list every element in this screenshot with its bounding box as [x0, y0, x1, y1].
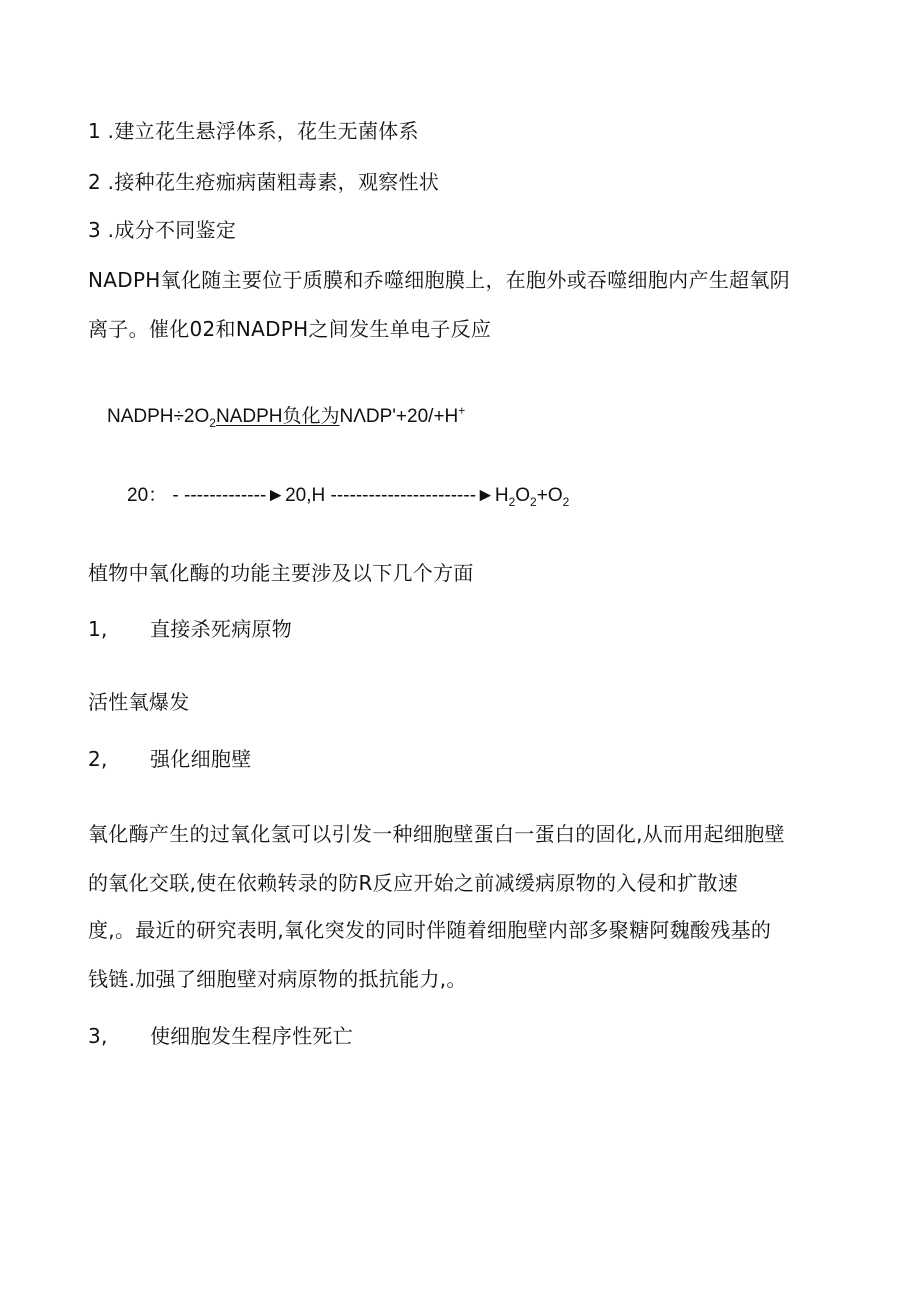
equation-2-o: O: [515, 485, 531, 506]
burst-label: 活性氧爆发: [88, 690, 190, 714]
equation-1-subscript: 2: [209, 415, 216, 430]
function-item-3-number: 3,: [88, 1024, 108, 1048]
function-item-2-text: 强化细胞壁: [150, 747, 252, 771]
function-item-1-number: 1,: [88, 617, 108, 641]
equation-1-product: NΛDP'+20/+H: [339, 406, 459, 427]
equation-1: [107, 405, 465, 429]
intro-line-1: NADPH氧化随主要位于质膜和乔噬细胞膜上，在胞外或吞噬细胞内产生超氧阴: [88, 268, 790, 292]
para-line-1: 氧化酶产生的过氧化氢可以引发一种细胞壁蛋白一蛋白的固化,从而用起细胞壁: [88, 822, 785, 846]
function-item-1-text: 直接杀死病原物: [150, 617, 293, 641]
functions-heading: 植物中氧化酶的功能主要涉及以下几个方面: [88, 561, 474, 585]
equation-1-reactant: NADPH÷2O: [107, 406, 210, 427]
step-3: 3 .成分不同鉴定: [88, 218, 237, 242]
equation-2-arrow-2: -----------------------►: [325, 485, 495, 506]
para-line-2: 的氧化交联,使在依赖转录的防R反应开始之前减缓病原物的入侵和扩散速: [88, 871, 739, 895]
step-1: 1 .建立花生悬浮体系，花生无菌体系: [88, 119, 419, 143]
equation-2-h-sub: 2: [508, 494, 516, 509]
equation-2-start: 20：: [127, 485, 168, 506]
equation-1-condition: NADPH负化为: [215, 406, 340, 427]
function-item-2-number: 2,: [88, 747, 108, 771]
equation-2: [127, 484, 569, 508]
equation-1-superscript: +: [458, 403, 466, 418]
step-2: 2 .接种花生疮痂病菌粗毒素，观察性状: [88, 170, 440, 194]
intro-line-2: 离子。催化02和NADPH之间发生单电子反应: [88, 317, 492, 341]
equation-2-plus-o-sub: 2: [562, 494, 570, 509]
equation-2-o-sub: 2: [530, 494, 537, 509]
equation-2-h: H: [494, 485, 509, 506]
equation-2-arrow-1: - -------------►: [172, 485, 286, 506]
equation-2-intermediate: 20,H: [285, 485, 326, 506]
para-line-4: 钱链.加强了细胞壁对病原物的抵抗能力,。: [88, 967, 467, 991]
para-line-3: 度,。最近的研究表明,氧化突发的同时伴随着细胞壁内部多聚糖阿魏酸残基的: [88, 918, 772, 942]
equation-2-plus-o: +O: [536, 485, 563, 506]
function-item-3-text: 使细胞发生程序性死亡: [150, 1024, 353, 1048]
